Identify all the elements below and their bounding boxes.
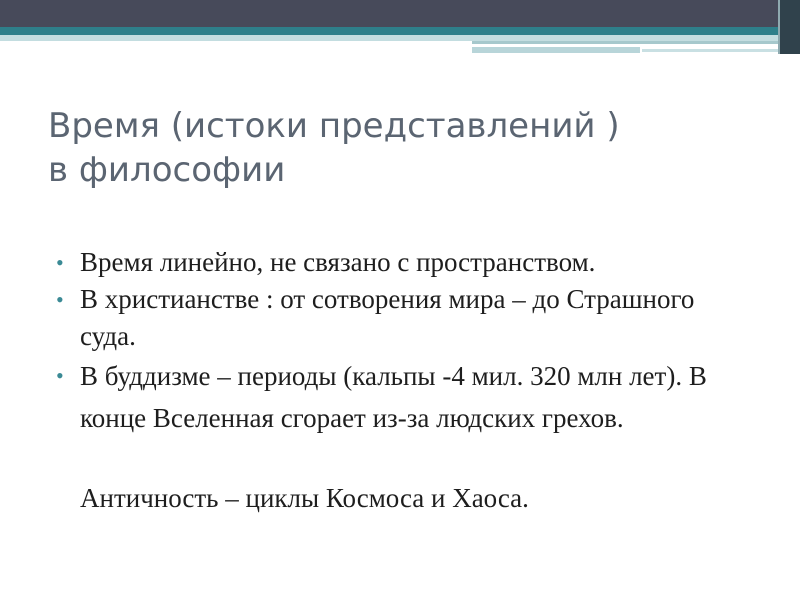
- header-accent-line: [472, 41, 778, 44]
- trailing-paragraph: Античность – циклы Космоса и Хаоса.: [80, 483, 529, 513]
- header-accent-line: [642, 49, 778, 52]
- bullet-list: [56, 244, 756, 439]
- bullet-item: [56, 244, 756, 281]
- slide-title-line: Время (истоки представлений ): [48, 106, 620, 146]
- bullet-text: В буддизме – периоды (кальпы -4 мил. 320 млн лет). В конце Вселенная сгорает из-за людских грехов.: [80, 361, 707, 433]
- bullet-item: [56, 281, 756, 355]
- slide-title-line: в философии: [48, 150, 286, 190]
- bullet-marker-icon: •: [56, 363, 64, 388]
- bullet-marker-icon: •: [56, 287, 64, 312]
- bullet-item: [56, 355, 756, 439]
- bullet-text: В христианстве : от сотворения мира – до Страшного суда.: [80, 284, 695, 351]
- header-dark-band: [0, 0, 800, 27]
- header-right-block: [780, 0, 800, 54]
- slide-title: [48, 104, 748, 192]
- header-teal-band: [0, 27, 800, 35]
- header-accent-line: [472, 47, 640, 53]
- bullet-marker-icon: •: [56, 250, 64, 275]
- bullet-text: Время линейно, не связано с пространством.: [80, 247, 596, 277]
